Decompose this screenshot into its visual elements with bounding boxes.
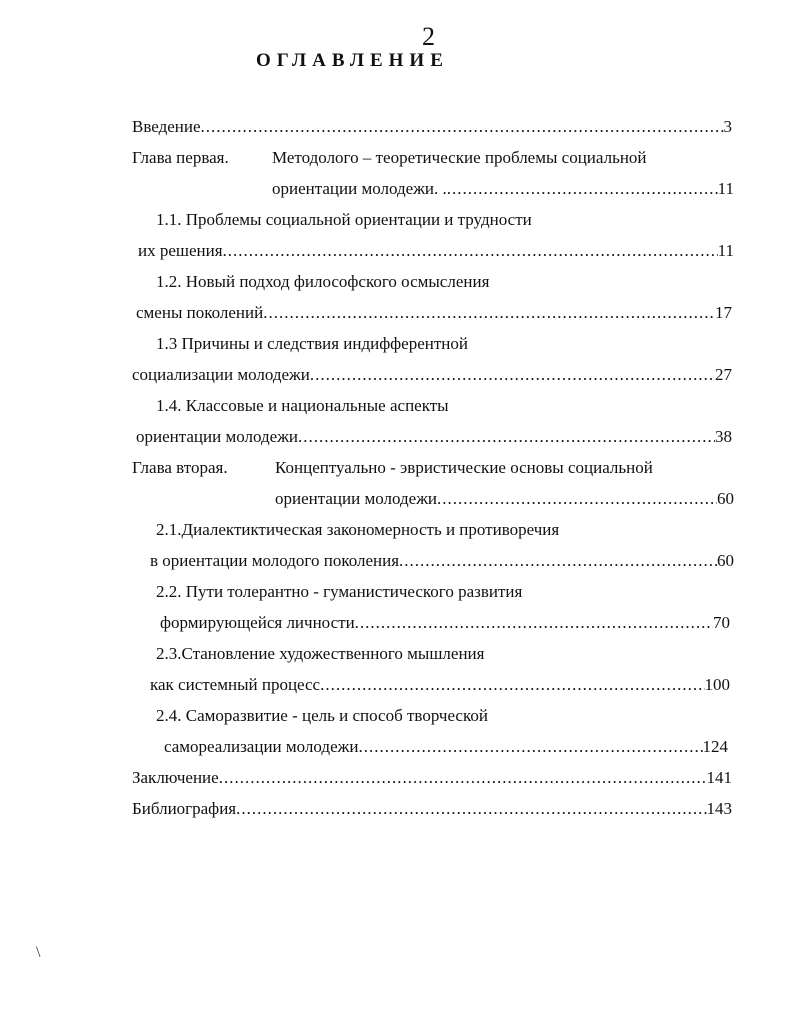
toc-leader bbox=[310, 364, 715, 386]
toc-leader bbox=[320, 674, 704, 696]
toc-page-number: 141 bbox=[706, 768, 732, 787]
toc-page-number: 143 bbox=[706, 799, 732, 818]
chapter2-title-line2: ориентации молодежи bbox=[275, 489, 438, 508]
section-2-4-line1: 2.4. Саморазвитие - цель и способ творческой bbox=[156, 706, 488, 725]
toc-page-number: 124 bbox=[702, 737, 728, 756]
toc-page-number: 17 bbox=[715, 303, 732, 322]
toc-entry-section-2-3 bbox=[150, 674, 730, 696]
toc-leader bbox=[236, 798, 706, 820]
section-2-2-line1: 2.2. Пути толерантно - гуманистического развития bbox=[156, 582, 523, 601]
section-2-3-line1: 2.3.Становление художественного мышления bbox=[156, 644, 485, 663]
section-1-1-line2: их решения bbox=[138, 241, 223, 260]
toc-entry-section-1-1 bbox=[138, 240, 734, 262]
toc-entry-section-2-1 bbox=[150, 550, 734, 572]
chapter2-title-line1: Концептуально - эвристические основы социальной bbox=[275, 458, 653, 477]
toc-entry-section-2-2 bbox=[160, 612, 730, 634]
toc-page-number: 11 bbox=[717, 241, 734, 260]
toc-entry-text: Библиография bbox=[132, 799, 237, 818]
toc-entry-section-1-4 bbox=[136, 426, 732, 448]
section-1-2-line1: 1.2. Новый подход философского осмысления bbox=[156, 272, 490, 291]
toc-leader bbox=[437, 488, 717, 510]
chapter2-label: Глава вторая. bbox=[132, 458, 228, 477]
toc-page-number: 60 bbox=[717, 489, 734, 508]
toc-page-number: 11 bbox=[717, 179, 734, 198]
chapter1-title-line1: Методолого – теоретические проблемы социальной bbox=[272, 148, 647, 167]
section-1-3-line1: 1.3 Причины и следствия индифферентной bbox=[156, 334, 468, 353]
toc-page-number: 27 bbox=[715, 365, 732, 384]
toc-entry-section-1-2 bbox=[136, 302, 732, 324]
section-1-4-line2: ориентации молодежи bbox=[136, 427, 299, 446]
chapter1-label: Глава первая. bbox=[132, 148, 229, 167]
section-2-3-line2: как системный процесс bbox=[150, 675, 321, 694]
section-1-3-line2: социализации молодежи bbox=[132, 365, 310, 384]
page-number: 2 bbox=[422, 22, 435, 51]
toc-entry-chapter2 bbox=[275, 488, 734, 510]
toc-leader bbox=[263, 302, 715, 324]
section-1-2-line2: смены поколений bbox=[136, 303, 264, 322]
toc-entry-intro bbox=[132, 116, 732, 138]
toc-leader bbox=[399, 550, 717, 572]
page-title: ОГЛАВЛЕНИЕ bbox=[256, 50, 449, 71]
section-2-2-line2: формирующейся личности bbox=[160, 613, 355, 632]
toc-leader bbox=[358, 736, 702, 758]
section-2-1-line2: в ориентации молодого поколения bbox=[150, 551, 400, 570]
toc-entry-text: Заключение bbox=[132, 768, 219, 787]
toc-page-number: 70 bbox=[713, 613, 730, 632]
section-1-1-line1: 1.1. Проблемы социальной ориентации и трудности bbox=[156, 210, 532, 229]
toc-leader bbox=[201, 116, 724, 138]
toc-page-number: 38 bbox=[715, 427, 732, 446]
chapter1-title-line2: ориентации молодежи. . bbox=[272, 179, 447, 198]
toc-entry-text: Введение bbox=[132, 117, 201, 136]
toc-leader bbox=[223, 240, 718, 262]
toc-leader bbox=[355, 612, 713, 634]
toc-leader bbox=[219, 767, 707, 789]
margin-mark: \ bbox=[36, 944, 41, 961]
toc-entry-section-1-3 bbox=[132, 364, 732, 386]
toc-leader bbox=[447, 178, 718, 200]
toc-page-number: 100 bbox=[704, 675, 730, 694]
toc-leader bbox=[298, 426, 715, 448]
toc-entry-conclusion bbox=[132, 767, 732, 789]
toc-entry-chapter1 bbox=[272, 178, 734, 200]
section-2-4-line2: самореализации молодежи bbox=[164, 737, 359, 756]
toc-entry-section-2-4 bbox=[164, 736, 728, 758]
toc-page-number: 3 bbox=[723, 117, 732, 136]
toc-page-number: 60 bbox=[717, 551, 734, 570]
section-1-4-line1: 1.4. Классовые и национальные аспекты bbox=[156, 396, 449, 415]
toc-entry-bibliography bbox=[132, 798, 732, 820]
section-2-1-line1: 2.1.Диалектиктическая закономерность и противоречия bbox=[156, 520, 560, 539]
